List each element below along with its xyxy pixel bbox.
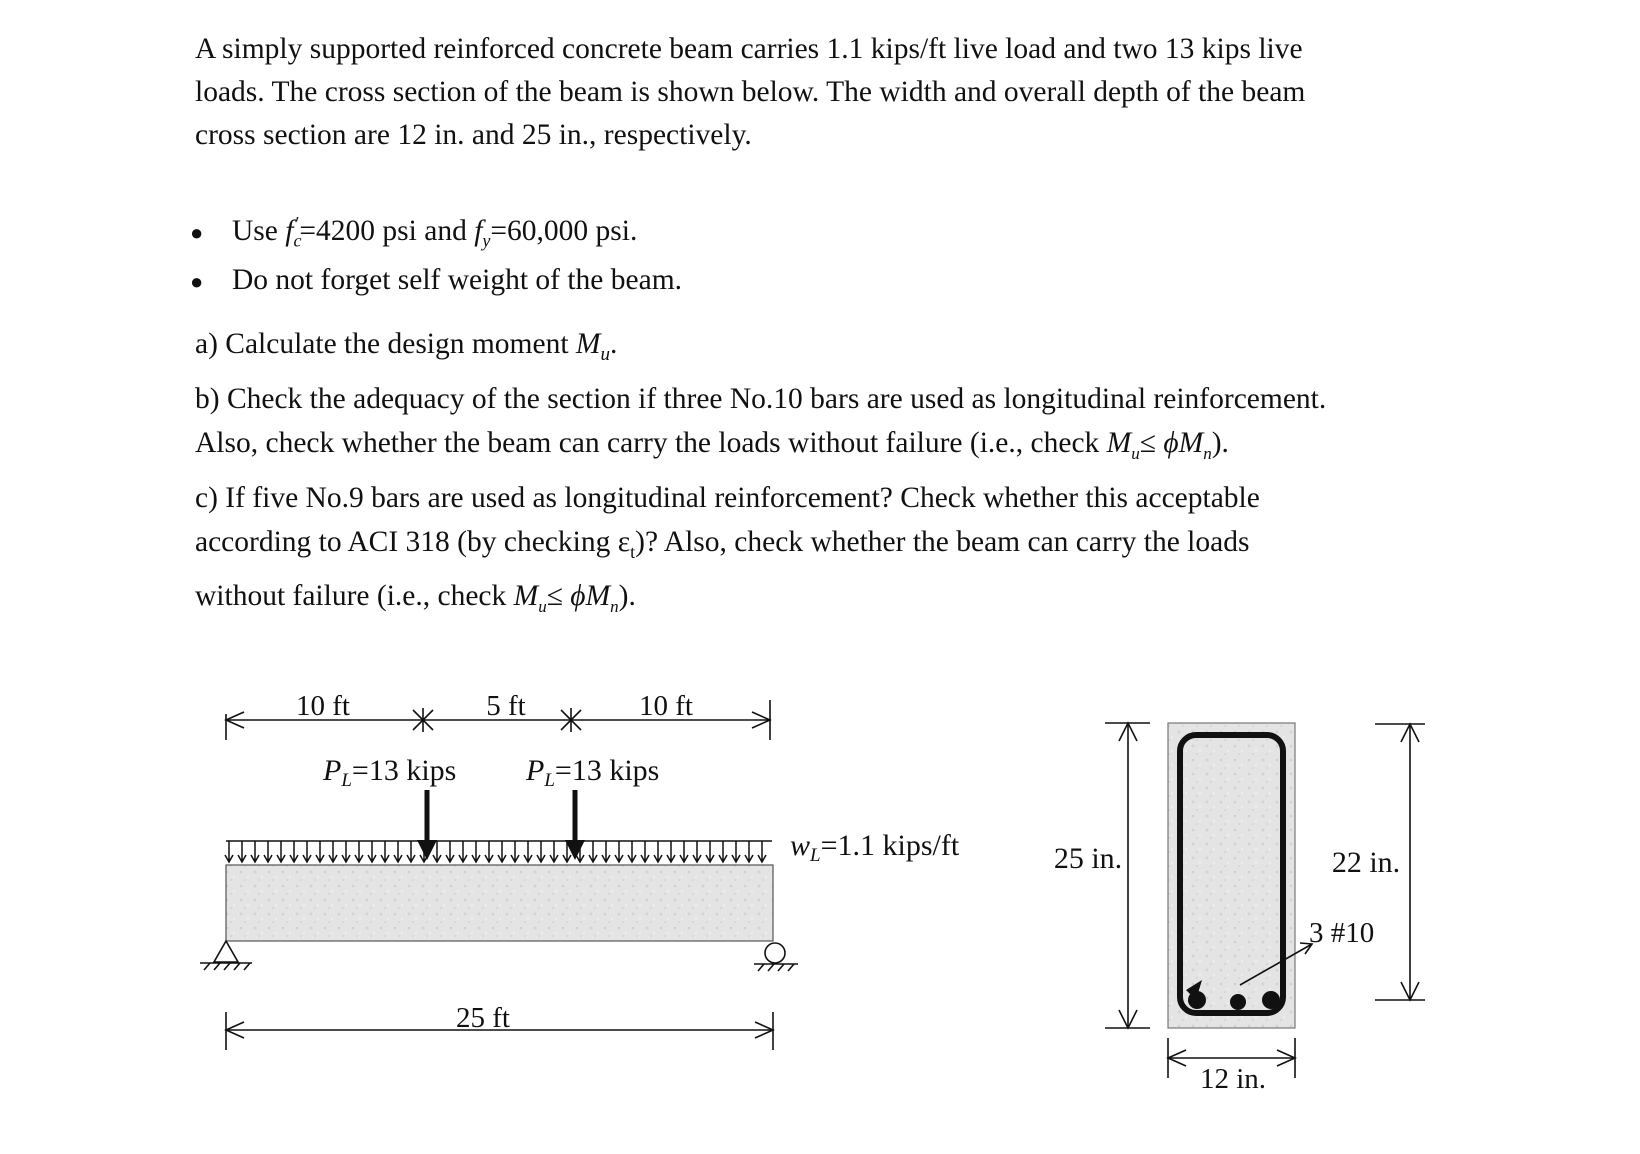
fc-symbol: f <box>285 214 294 247</box>
section-outline <box>1168 723 1295 1028</box>
depth-label: 25 in. <box>1053 842 1123 875</box>
question-b: b) Check the adequacy of the section if three No.10 bars are used as longitudinal reinforcement. <box>195 382 1327 415</box>
beam-diagram <box>200 690 960 1050</box>
question-c-continued: without failure (i.e., check $M_u\le \phi M_n$). <box>195 579 636 616</box>
span-label-1: 10 ft <box>296 690 350 722</box>
point-load-arrow-1 <box>417 790 437 860</box>
point-load-label-2: $P_L=13$ kips <box>526 754 660 791</box>
distributed-load-arrow <box>719 841 727 862</box>
distributed-load-arrow <box>693 841 701 862</box>
bullet-text: Do not forget self weight of the beam. <box>232 263 683 296</box>
distributed-load-arrow <box>732 841 740 862</box>
distributed-load-arrow <box>654 841 662 862</box>
total-span-label: 25 ft <box>456 1002 510 1034</box>
distributed-load-arrow <box>368 841 376 862</box>
intro-line: cross section are 12 in. and 25 in., respectively. <box>195 119 752 151</box>
distributed-load-arrow <box>355 841 363 862</box>
distributed-load-arrow <box>472 841 480 862</box>
distributed-load-arrow <box>498 841 506 862</box>
cross-section-diagram <box>1054 723 1425 1095</box>
distributed-load-arrow <box>394 841 402 862</box>
distributed-load-arrow <box>745 841 753 862</box>
bullet-text: =4200 psi and <box>299 214 475 247</box>
distributed-load-arrow <box>381 841 389 862</box>
distributed-load-arrow <box>446 841 454 862</box>
depth-dimension <box>1105 723 1150 1028</box>
bullet-text: =60,000 psi. <box>490 214 638 247</box>
point-load-label-1: $P_L=13$ kips <box>323 754 457 791</box>
distributed-load-arrow <box>550 841 558 862</box>
rebar-1 <box>1188 991 1206 1009</box>
pin-support <box>200 941 252 970</box>
distributed-load-arrow <box>706 841 714 862</box>
distributed-load-arrow <box>316 841 324 862</box>
distributed-load-arrow <box>485 841 493 862</box>
effective-depth-label: 22 in. <box>1331 846 1401 879</box>
fy-symbol: f <box>474 214 483 247</box>
question-c: c) If five No.9 bars are used as longitudinal reinforcement? Check whether this acceptable <box>195 481 1260 514</box>
distributed-load-arrow <box>459 841 467 862</box>
rebar-3 <box>1262 991 1280 1009</box>
span-label-3: 10 ft <box>639 690 693 722</box>
bullet-icon: ● <box>190 268 204 294</box>
distributed-load-arrow <box>537 841 545 862</box>
roller-support <box>754 943 798 971</box>
distributed-load-arrow <box>303 841 311 862</box>
distributed-load-arrow <box>290 841 298 862</box>
distributed-load-arrow <box>264 841 272 862</box>
distributed-load-arrow <box>407 841 415 862</box>
distributed-load-arrow <box>758 841 766 862</box>
question-a: a) Calculate the design moment $M_u$. <box>195 328 618 365</box>
beam-body <box>226 865 773 941</box>
epsilon-symbol: ε <box>617 525 631 558</box>
width-label: 12 in. <box>1199 1063 1267 1095</box>
mu-symbol: M <box>575 328 601 360</box>
fc-subscript: c <box>293 230 302 251</box>
span-label-2: 5 ft <box>486 690 526 722</box>
distributed-load-arrows <box>225 841 772 862</box>
point-load-arrow-2 <box>565 790 585 860</box>
rebar-label: 3 #10 <box>1309 917 1375 949</box>
distributed-load-arrow <box>277 841 285 862</box>
distributed-load-arrow <box>667 841 675 862</box>
distributed-load-arrow <box>524 841 532 862</box>
bullet-icon: ● <box>190 219 204 245</box>
distributed-load-arrow <box>615 841 623 862</box>
prime-mark: ′ <box>295 213 300 233</box>
distributed-load-arrow <box>641 841 649 862</box>
distributed-load-label: $w_L=1.1$ kips/ft <box>790 829 960 866</box>
distributed-load-arrow <box>238 841 246 862</box>
intro-line: A simply supported reinforced concrete beam carries 1.1 kips/ft live load and two 13 kips live <box>195 33 1303 65</box>
distributed-load-arrow <box>589 841 597 862</box>
distributed-load-arrow <box>511 841 519 862</box>
distributed-load-arrow <box>251 841 259 862</box>
question-b-continued: Also, check whether the beam can carry the loads without failure (i.e., check $M_u\le \phi M_n$). <box>195 426 1229 463</box>
distributed-load-arrow <box>628 841 636 862</box>
distributed-load-arrow <box>342 841 350 862</box>
question-c-continued: according to ACI 318 (by checking $\varepsilon_t$)? Also, check whether the beam can carry the loads <box>195 525 1250 562</box>
bullet-text: Use <box>232 214 286 247</box>
distributed-load-arrow <box>225 841 233 862</box>
rebar-2 <box>1230 994 1246 1010</box>
distributed-load-arrow <box>329 841 337 862</box>
intro-line: loads. The cross section of the beam is shown below. The width and overall depth of the beam <box>195 76 1306 108</box>
distributed-load-arrow <box>680 841 688 862</box>
distributed-load-arrow <box>602 841 610 862</box>
fy-subscript: y <box>482 230 491 251</box>
